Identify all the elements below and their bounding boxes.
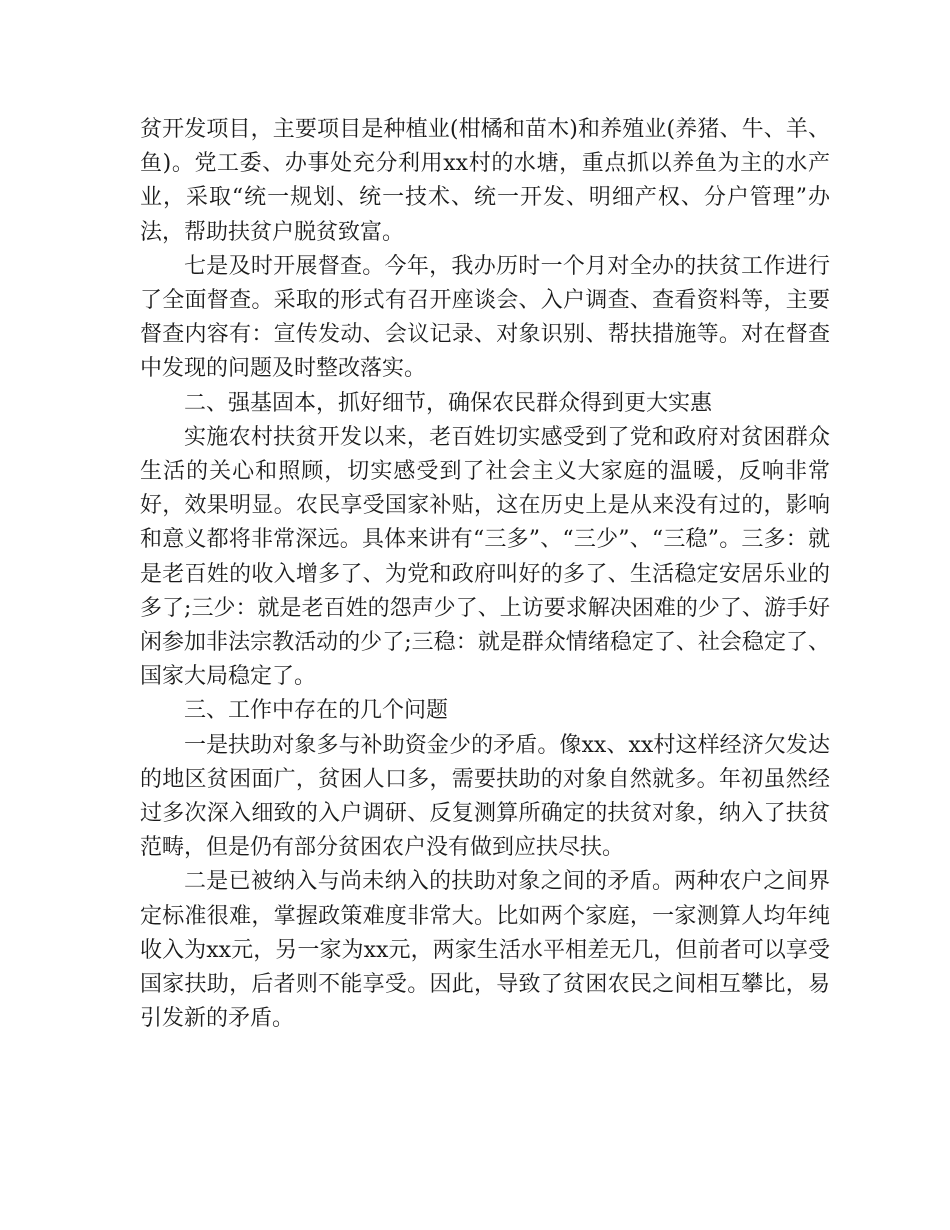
section-heading-3: 三、工作中存在的几个问题 (184, 698, 449, 724)
section-heading-2: 二、强基固本，抓好细节，确保农民群众得到更大实惠 (184, 390, 713, 416)
document-body (140, 113, 830, 1036)
paragraph-supervision: 七是及时开展督查。今年，我办历时一个月对全办的扶贫工作进行了全面督查。采取的形式有召开座谈会、入户调查、查看资料等，主要督查内容有：宣传发动、会议记录、对象识别、帮扶措施等。对在督查中发现的问题及时整改落实。 (140, 253, 830, 382)
paragraph-continuation: 贫开发项目，主要项目是种植业(柑橘和苗木)和养殖业(养猪、牛、羊、鱼)。党工委、办事处充分利用xx村的水塘，重点抓以养鱼为主的水产业，采取“统一规划、统一技术、统一开发、明细产权、分户管理”办法，帮助扶贫户脱贫致富。 (140, 117, 830, 245)
paragraph-benefits: 实施农村扶贫开发以来，老百姓切实感受到了党和政府对贫困群众生活的关心和照顾，切实感受到了社会主义大家庭的温暖，反响非常好，效果明显。农民享受国家补贴，这在历史上是从来没有过的，影响和意义都将非常深远。具体来讲有“三多”、“三少”、“三稳”。三多：就是老百姓的收入增多了、为党和政府叫好的多了、生活稳定安居乐业的多了;三少：就是老百姓的怨声少了、上访要求解决困难的少了、游手好闲参加非法宗教活动的少了;三稳：就是群众情绪稳定了、社会稳定了、国家大局稳定了。 (140, 424, 830, 690)
paragraph-problem-2: 二是已被纳入与尚未纳入的扶助对象之间的矛盾。两种农户之间界定标准很难，掌握政策难度非常大。比如两个家庭，一家测算人均年纯收入为xx元，另一家为xx元，两家生活水平相差无几，但前者可以享受国家扶助，后者则不能享受。因此，导致了贫困农民之间相互攀比，易引发新的矛盾。 (140, 869, 830, 1032)
paragraph-problem-1: 一是扶助对象多与补助资金少的矛盾。像xx、xx村这样经济欠发达的地区贫困面广，贫困人口多，需要扶助的对象自然就多。年初虽然经过多次深入细致的入户调研、反复测算所确定的扶贫对象，纳入了扶贫范畴，但是仍有部分贫困农户没有做到应扶尽扶。 (140, 732, 830, 861)
